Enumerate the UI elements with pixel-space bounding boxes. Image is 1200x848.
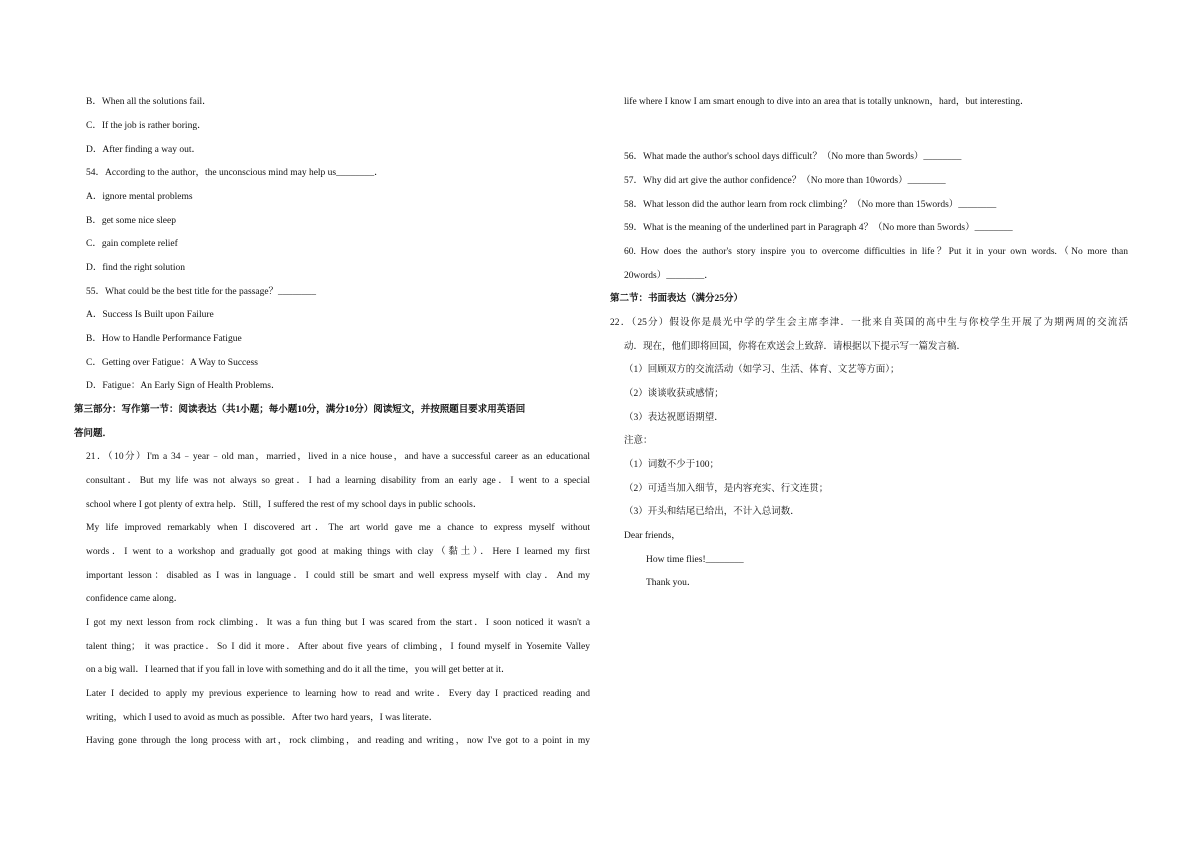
- prompt-item: （2）谈谈收获或感情；: [624, 389, 724, 399]
- passage-line: school where I got plenty of extra help．Still，I suffered the rest of my school days in public schools．: [86, 500, 483, 510]
- passage-line: I got my next lesson from rock climbing．It was a fun thing but I was scared from the start．I soon noticed it wasn't a: [86, 618, 590, 628]
- section-heading: 第三部分：写作第一节：阅读表达（共1小题；每小题10分，满分10分）阅读短文，并按照题目要求用英语回: [74, 405, 526, 415]
- option-line: B．When all the solutions fail．: [86, 97, 212, 107]
- note-item: （3）开头和结尾已给出，不计入总词数．: [624, 507, 800, 517]
- section-heading: 第二节：书面表达（满分25分）: [610, 294, 744, 304]
- option-line: C．Getting over Fatigue：A Way to Success: [86, 358, 258, 368]
- passage-line: My life improved remarkably when I discovered art．The art world gave me a chance to express myself without: [86, 523, 590, 533]
- option-line: A．Success Is Built upon Failure: [86, 310, 214, 320]
- question-54: 54．According to the author，the unconscious mind may help us________．: [86, 168, 384, 178]
- passage-line: life where I know I am smart enough to dive into an area that is totally unknown，hard，but interesting．: [624, 97, 1030, 107]
- passage-line: talent thing； it was practice．So I did it more．After about five years of climbing，I found myself in Yosemite Valley: [86, 642, 590, 652]
- passage-line: confidence came along．: [86, 594, 184, 604]
- question-22-continued: 动．现在，他们即将回国，你将在欢送会上致辞．请根据以下提示写一篇发言稿．: [624, 342, 967, 352]
- passage-line: on a big wall．I learned that if you fall in love with something and do it all the time，you will get better at it．: [86, 665, 511, 675]
- option-line: B．get some nice sleep: [86, 216, 176, 226]
- passage-line: writing，which I used to avoid as much as possible．After two hard years，I was literate．: [86, 713, 439, 723]
- passage-line: Later I decided to apply my previous experience to learning how to read and write．Every day I practiced reading and: [86, 689, 590, 699]
- question-58: 58．What lesson did the author learn from rock climbing？（No more than 15words）________: [624, 200, 997, 210]
- passage-line: important lesson：disabled as I was in language．I could still be smart and well express myself with clay．And my: [86, 571, 590, 581]
- letter-salutation: Dear friends，: [624, 531, 681, 541]
- notes-label: 注意：: [624, 436, 653, 446]
- prompt-item: （1）回顾双方的交流活动（如学习、生活、体育、文艺等方面）；: [624, 365, 900, 375]
- question-60: 60. How does the author's story inspire you to overcome difficulties in life？Put it in your own words.（No more than: [624, 247, 1128, 257]
- option-line: D．After finding a way out．: [86, 145, 202, 155]
- note-item: （1）词数不少于100；: [624, 460, 720, 470]
- prompt-item: （3）表达祝愿语期望．: [624, 413, 724, 423]
- option-line: D．Fatigue：An Early Sign of Health Problems．: [86, 381, 281, 391]
- option-line: C．gain complete relief: [86, 239, 178, 249]
- question-56: 56．What made the author's school days difficult？（No more than 5words）________: [624, 152, 962, 162]
- passage-line: 21．（10分）I'm a 34﹣year﹣old man，married，lived in a nice house，and have a successful career as an educational: [86, 452, 590, 462]
- option-line: A．ignore mental problems: [86, 192, 193, 202]
- option-line: D．find the right solution: [86, 263, 185, 273]
- question-60-continued: 20words）________．: [624, 271, 714, 281]
- note-item: （2）可适当加入细节，是内容充实、行文连贯；: [624, 484, 829, 494]
- question-55: 55．What could be the best title for the passage？________: [86, 287, 317, 297]
- letter-closing: Thank you．: [646, 578, 697, 588]
- passage-line: Having gone through the long process with art，rock climbing，and reading and writing，now I've got to a point in my: [86, 736, 590, 746]
- question-59: 59．What is the meaning of the underlined part in Paragraph 4？（No more than 5words）________: [624, 223, 1013, 233]
- section-heading: 答问题．: [74, 429, 113, 439]
- letter-opening: How time flies!________: [646, 555, 744, 565]
- passage-line: consultant．But my life was not always so great．I had a learning disability from an early age．I went to a special: [86, 476, 590, 486]
- option-line: B．How to Handle Performance Fatigue: [86, 334, 242, 344]
- question-22: 22．（25分）假设你是晨光中学的学生会主席李津．一批来自英国的高中生与你校学生开展了为期两周的交流活: [610, 318, 1128, 328]
- option-line: C．If the job is rather boring．: [86, 121, 207, 131]
- passage-line: words．I went to a workshop and gradually got good at making things with clay（黏土）．Here I learned my first: [86, 547, 590, 557]
- question-57: 57．Why did art give the author confidence？（No more than 10words）________: [624, 176, 946, 186]
